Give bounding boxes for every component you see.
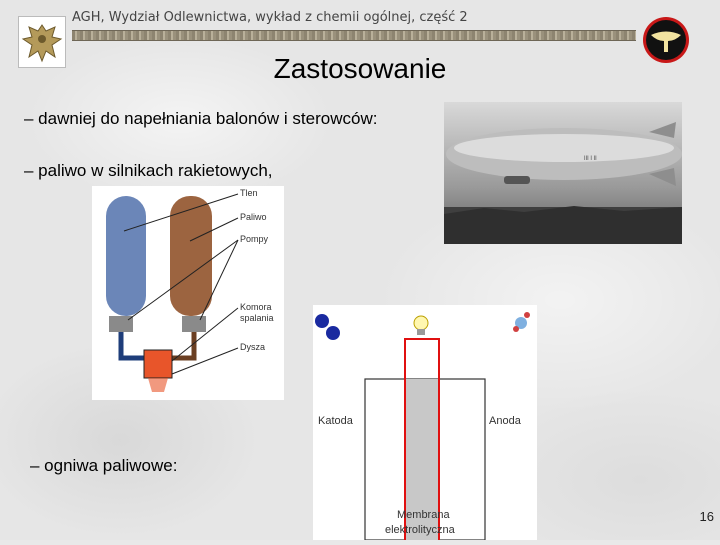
combustion-chamber — [144, 350, 172, 378]
svg-text:ǀǀǀ ǀ ǀǀ: ǀǀǀ ǀ ǀǀ — [584, 156, 597, 162]
slide-title: Zastosowanie — [273, 53, 447, 84]
label-combustion: spalania — [240, 313, 274, 323]
lightbulb-icon — [414, 316, 428, 335]
bullet-balloons: – dawniej do napełniania balonów i sterowców: — [24, 109, 378, 128]
cathode-label: Katoda — [318, 415, 353, 427]
label-fuel: Paliwo — [240, 212, 267, 222]
rocket-engine-diagram — [92, 186, 284, 400]
membrane-label-line1: Membrana — [397, 509, 450, 521]
label-pumps: Pompy — [240, 234, 269, 244]
fuel-cell-diagram — [313, 305, 537, 540]
airship-photo — [444, 102, 682, 244]
oxygen-tank — [106, 196, 146, 316]
membrane-label-line2: elektrolityczna — [385, 524, 455, 536]
bullet-rocket-fuel: – paliwo w silnikach rakietowych, — [24, 161, 273, 180]
header-title: AGH, Wydział Odlewnictwa, wykład z chemii ogólnej, część 2 — [72, 10, 468, 25]
oxygen-water-molecule-icon — [513, 312, 530, 332]
page-number: 16 — [699, 509, 714, 524]
label-chamber: Komora — [240, 302, 272, 312]
pump-right — [182, 316, 206, 332]
label-nozzle: Dysza — [240, 342, 266, 352]
anode-label: Anoda — [489, 415, 521, 427]
hydrogen-molecule-icon — [315, 314, 329, 328]
header-decorative-bar — [72, 30, 636, 41]
label-oxygen: Tlen — [240, 188, 258, 198]
bullet-fuel-cells: – ogniwa paliwowe: — [30, 456, 178, 475]
